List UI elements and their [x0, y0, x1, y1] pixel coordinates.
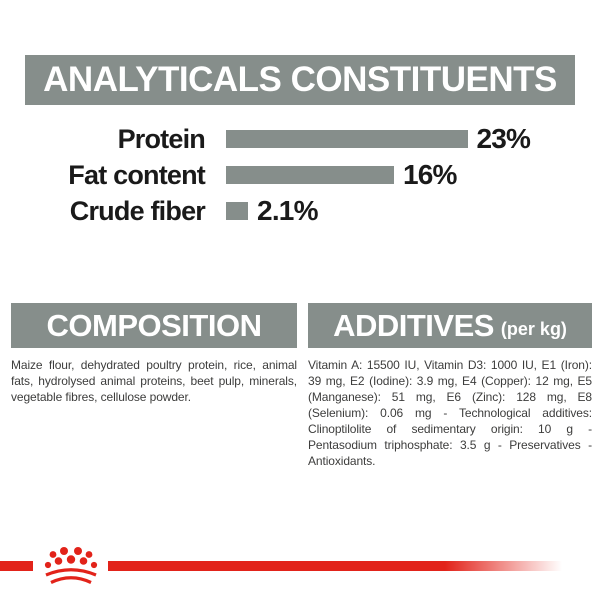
analyticals-header-bar	[25, 55, 575, 105]
chart-row	[0, 193, 600, 229]
composition-header-bar	[11, 303, 297, 348]
brand-stripe-left	[0, 561, 33, 571]
chart-row	[0, 157, 600, 193]
chart-value-label: 23%	[476, 123, 531, 154]
chart-bar	[226, 202, 248, 220]
chart-value-label: 16%	[403, 159, 457, 190]
additives-text: Vitamin A: 15500 IU, Vitamin D3: 1000 IU, E1 (Iron): 39 mg, E2 (Iodine): 3.9 mg, E4 (Copper): 12 mg, E5 (Manganese): 51 mg, E6 (Zinc): 128 mg, E8 (Selenium): 0.06 mg - Technological additives: Clinoptilolite of sedimentary origin: 10 g - Pentasodium triphosphate: 3.5 g - Preservatives - Antioxidants.	[308, 358, 592, 468]
analyticals-title: ANALYTICALS CONSTITUENTS	[43, 60, 557, 99]
chart-category-label: Fat content	[68, 159, 205, 190]
chart-category-label: Protein	[117, 123, 205, 154]
composition-title: COMPOSITION	[46, 307, 262, 343]
chart-bar	[226, 130, 468, 148]
chart-value-label: 2.1%	[257, 195, 318, 226]
crown-arcs	[46, 570, 96, 583]
royal-canin-crown-icon	[42, 546, 100, 588]
crown-dots	[45, 547, 97, 568]
chart-category-label: Crude fiber	[69, 195, 205, 226]
constituents-bar-chart	[0, 121, 600, 229]
additives-header-bar	[308, 303, 592, 348]
additives-title-suffix: (per kg)	[500, 319, 567, 339]
brand-stripe-right	[108, 561, 576, 571]
chart-bar	[226, 166, 394, 184]
composition-text: Maize flour, dehydrated poultry protein, rice, animal fats, hydrolysed animal proteins, beet pulp, minerals, vegetable fibres, cellulose powder.	[11, 358, 297, 404]
chart-row	[0, 121, 600, 157]
additives-title: ADDITIVES	[333, 307, 494, 343]
additives-section	[308, 303, 592, 469]
composition-section	[11, 303, 297, 405]
